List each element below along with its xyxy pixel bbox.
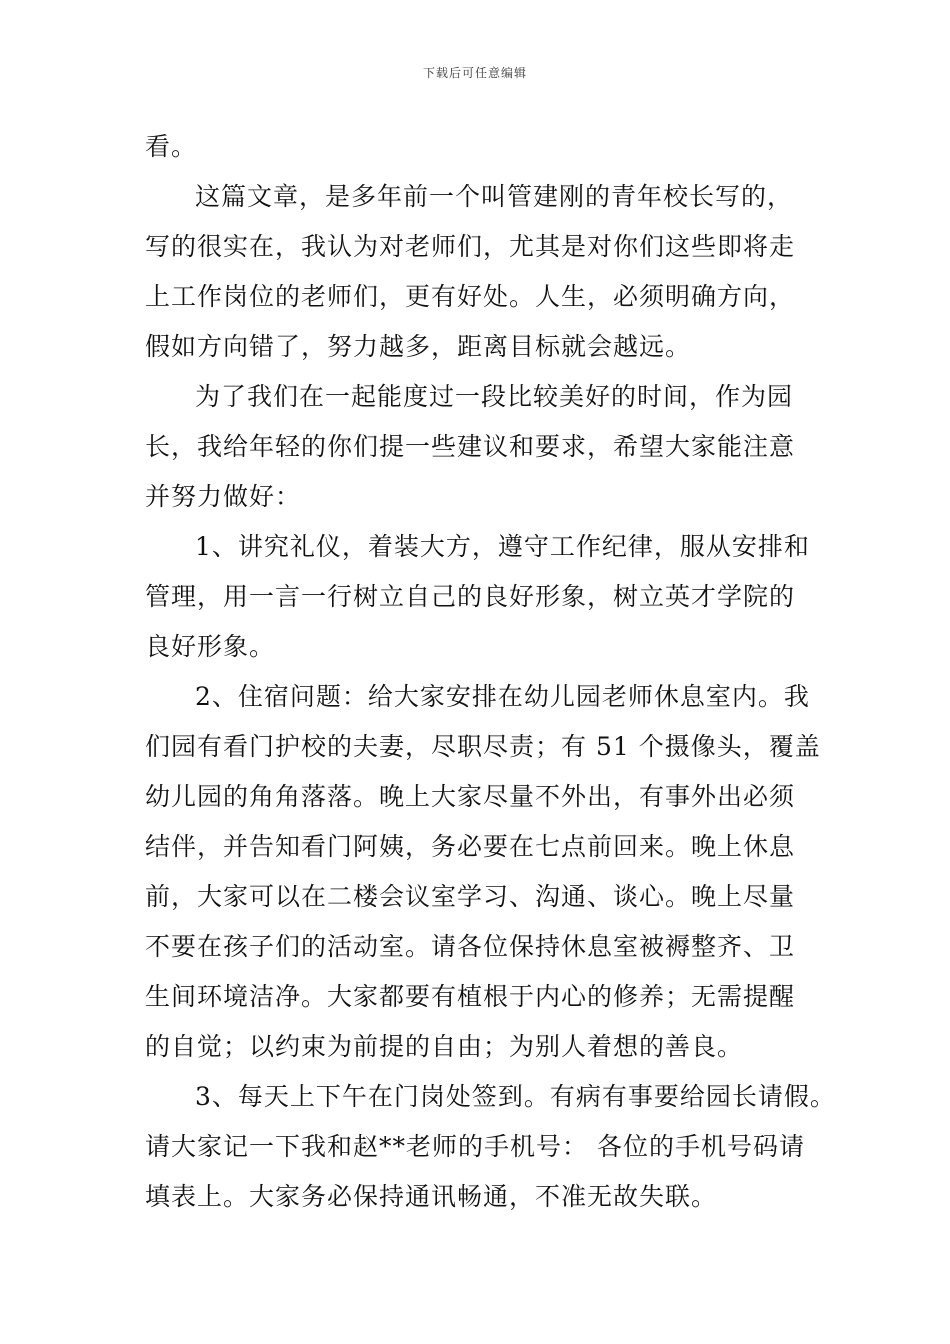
text-line: 请大家记一下我和赵**老师的手机号： 各位的手机号码请 (145, 1132, 805, 1161)
paragraph-first-line: 这篇文章，是多年前一个叫管建刚的青年校长写的， (195, 182, 794, 211)
text-line: 前，大家可以在二楼会议室学习、沟通、谈心。晚上尽量 (145, 882, 796, 911)
text-line: 长，我给年轻的你们提一些建议和要求，希望大家能注意 (145, 432, 796, 461)
text-line: 不要在孩子们的活动室。请各位保持休息室被褥整齐、卫 (145, 932, 796, 961)
text-line: 管理，用一言一行树立自己的良好形象，树立英才学院的 (145, 582, 796, 611)
paragraph-first-line: 为了我们在一起能度过一段比较美好的时间，作为园 (195, 382, 794, 411)
text-line: 假如方向错了，努力越多，距离目标就会越远。 (145, 332, 692, 361)
text-line: 并努力做好： (145, 482, 302, 511)
text-line: 们园有看门护校的夫妻，尽职尽责；有 51 个摄像头，覆盖 (145, 732, 821, 761)
page-header: 下载后可任意编辑 (422, 66, 527, 80)
text-line: 上工作岗位的老师们，更有好处。人生，必须明确方向， (145, 282, 796, 311)
document-body (145, 122, 836, 1222)
text-line: 幼儿园的角角落落。晚上大家尽量不外出，有事外出必须 (145, 782, 796, 811)
text-line: 写的很实在，我认为对老师们，尤其是对你们这些即将走 (145, 232, 796, 261)
text-line: 良好形象。 (145, 632, 276, 661)
text-line: 生间环境洁净。大家都要有植根于内心的修养；无需提醒 (145, 982, 796, 1011)
paragraph-first-line: 2、住宿问题：给大家安排在幼儿园老师休息室内。我 (195, 682, 810, 711)
paragraph-first-line: 1、讲究礼仪，着装大方，遵守工作纪律，服从安排和 (195, 532, 810, 561)
paragraph-first-line: 3、每天上下午在门岗处签到。有病有事要给园长请假。 (195, 1082, 836, 1111)
text-line: 看。 (145, 132, 198, 161)
text-line: 填表上。大家务必保持通讯畅通，不准无故失联。 (145, 1182, 718, 1211)
text-line: 结伴，并告知看门阿姨，务必要在七点前回来。晚上休息 (145, 832, 796, 861)
text-line: 的自觉；以约束为前提的自由；为别人着想的善良。 (145, 1032, 744, 1061)
